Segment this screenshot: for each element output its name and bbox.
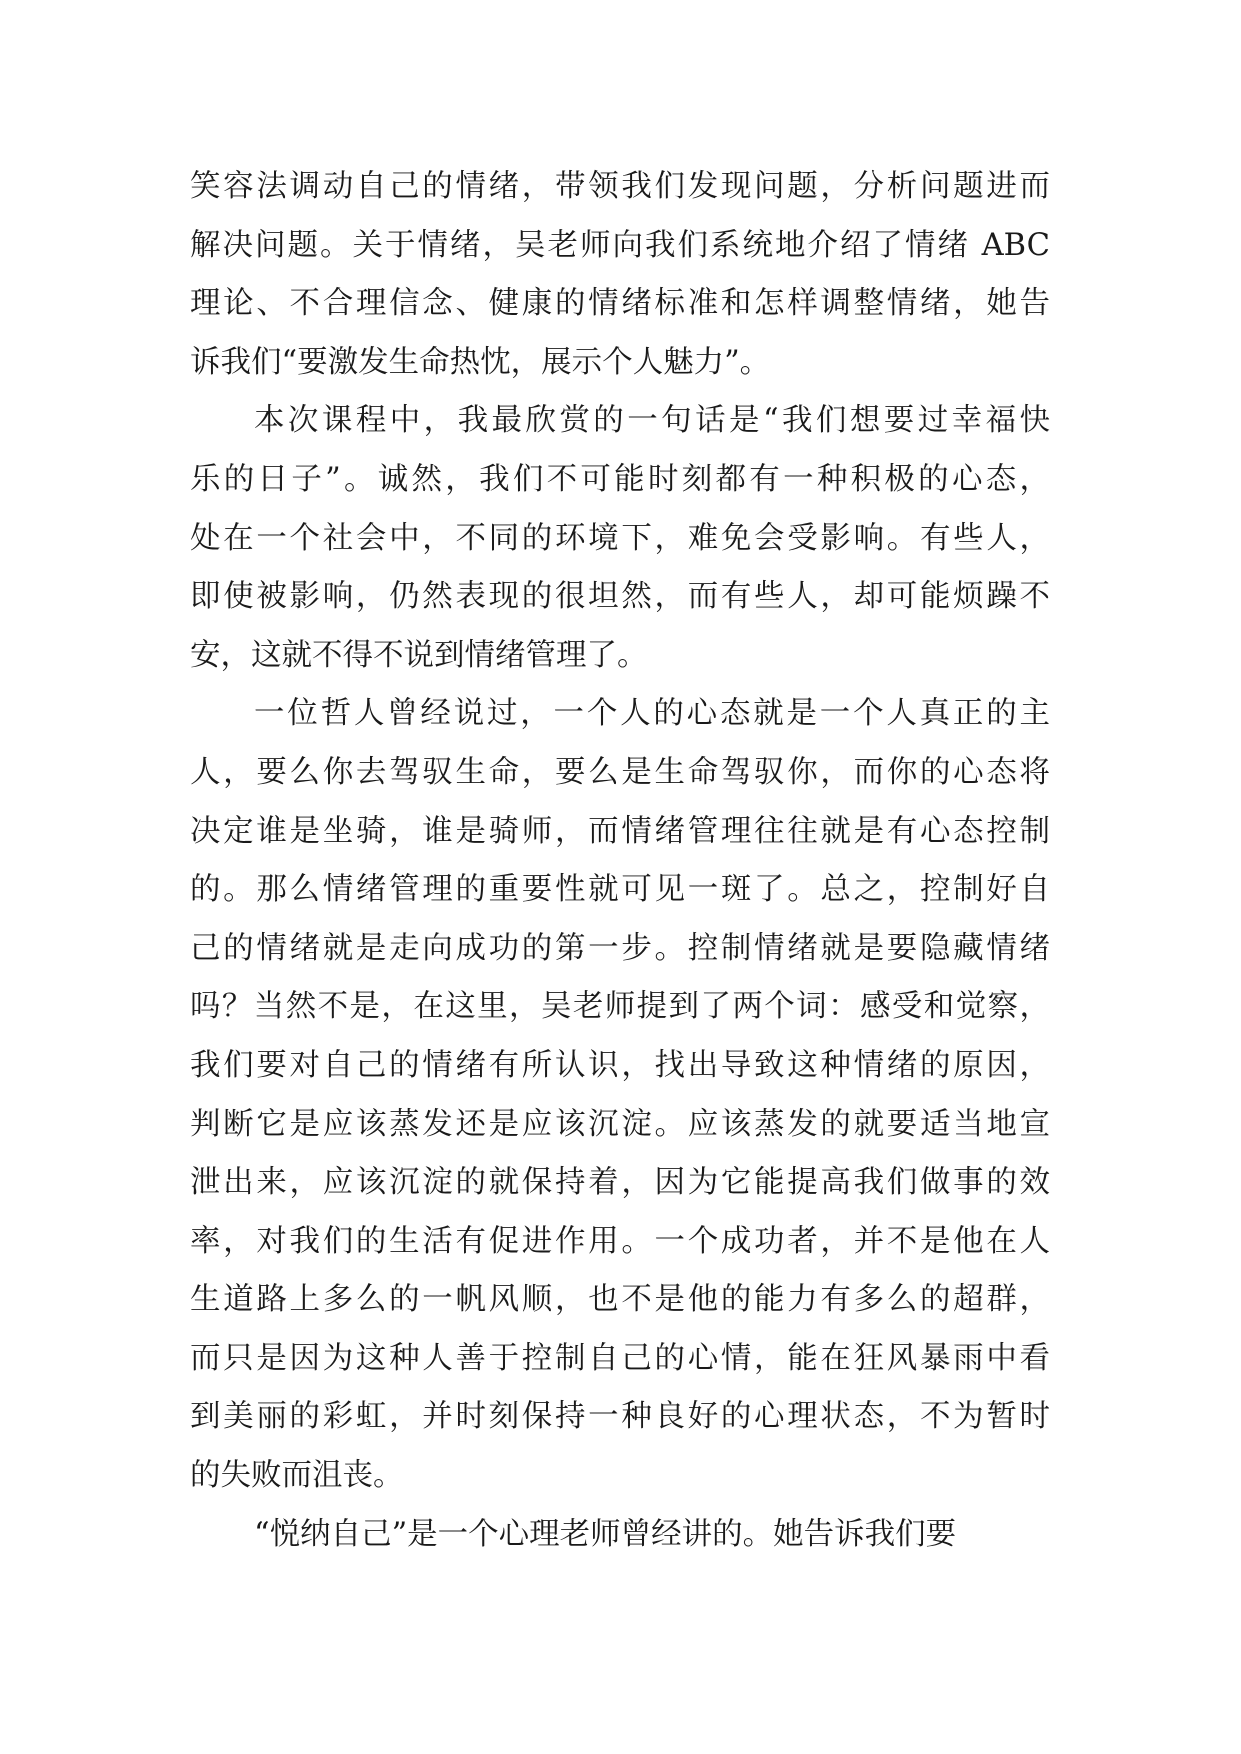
text-line: “悦纳自己”是一个心理老师曾经讲的。她告诉我们要 xyxy=(254,1516,957,1552)
text-line: 的失败而沮丧。 xyxy=(190,1458,404,1494)
text-line: 笑容法调动自己的情绪，带领我们发现问题，分析问题进而 xyxy=(190,169,1050,204)
text-line: 决定谁是坐骑，谁是骑师，而情绪管理往往就是有心态控制 xyxy=(190,813,1050,849)
text-line: 判断它是应该蒸发还是应该沉淀。应该蒸发的就要适当地宣 xyxy=(190,1106,1050,1142)
text-line: 处在一个社会中，不同的环境下，难免会受影响。有些人， xyxy=(190,520,1050,556)
text-line: 安，这就不得不说到情绪管理了。 xyxy=(190,637,648,673)
text-line: 人，要么你去驾驭生命，要么是生命驾驭你，而你的心态将 xyxy=(190,754,1050,790)
text-line: 乐的日子”。诚然，我们不可能时刻都有一种积极的心态， xyxy=(190,461,1050,497)
body-text xyxy=(190,158,1050,1564)
text-line: 我们要对自己的情绪有所认识，找出导致这种情绪的原因， xyxy=(190,1047,1050,1083)
text-line: 到美丽的彩虹，并时刻保持一种良好的心理状态，不为暂时 xyxy=(190,1399,1050,1435)
text-line: 泄出来，应该沉淀的就保持着，因为它能提高我们做事的效 xyxy=(190,1165,1050,1201)
text-line: 即使被影响，仍然表现的很坦然，而有些人，却可能烦躁不 xyxy=(190,579,1050,615)
text-line: 己的情绪就是走向成功的第一步。控制情绪就是要隐藏情绪 xyxy=(190,930,1050,966)
text-line: 诉我们“要激发生命热忱，展示个人魅力”。 xyxy=(190,344,771,380)
text-line: 吗？当然不是，在这里，吴老师提到了两个词：感受和觉察， xyxy=(190,989,1050,1025)
text-line: 而只是因为这种人善于控制自己的心情，能在狂风暴雨中看 xyxy=(190,1340,1050,1376)
text-line: 本次课程中，我最欣赏的一句话是“我们想要过幸福快 xyxy=(254,403,1050,439)
text-line: 率，对我们的生活有促进作用。一个成功者，并不是他在人 xyxy=(190,1223,1050,1259)
text-line: 生道路上多么的一帆风顺，也不是他的能力有多么的超群， xyxy=(190,1282,1050,1318)
text-line: 一位哲人曾经说过，一个人的心态就是一个人真正的主 xyxy=(254,696,1050,732)
text-line: 解决问题。关于情绪，吴老师向我们系统地介绍了情绪 ABC xyxy=(190,227,1050,263)
text-line: 理论、不合理信念、健康的情绪标准和怎样调整情绪，她告 xyxy=(190,286,1050,322)
text-line: 的。那么情绪管理的重要性就可见一斑了。总之，控制好自 xyxy=(190,872,1050,908)
